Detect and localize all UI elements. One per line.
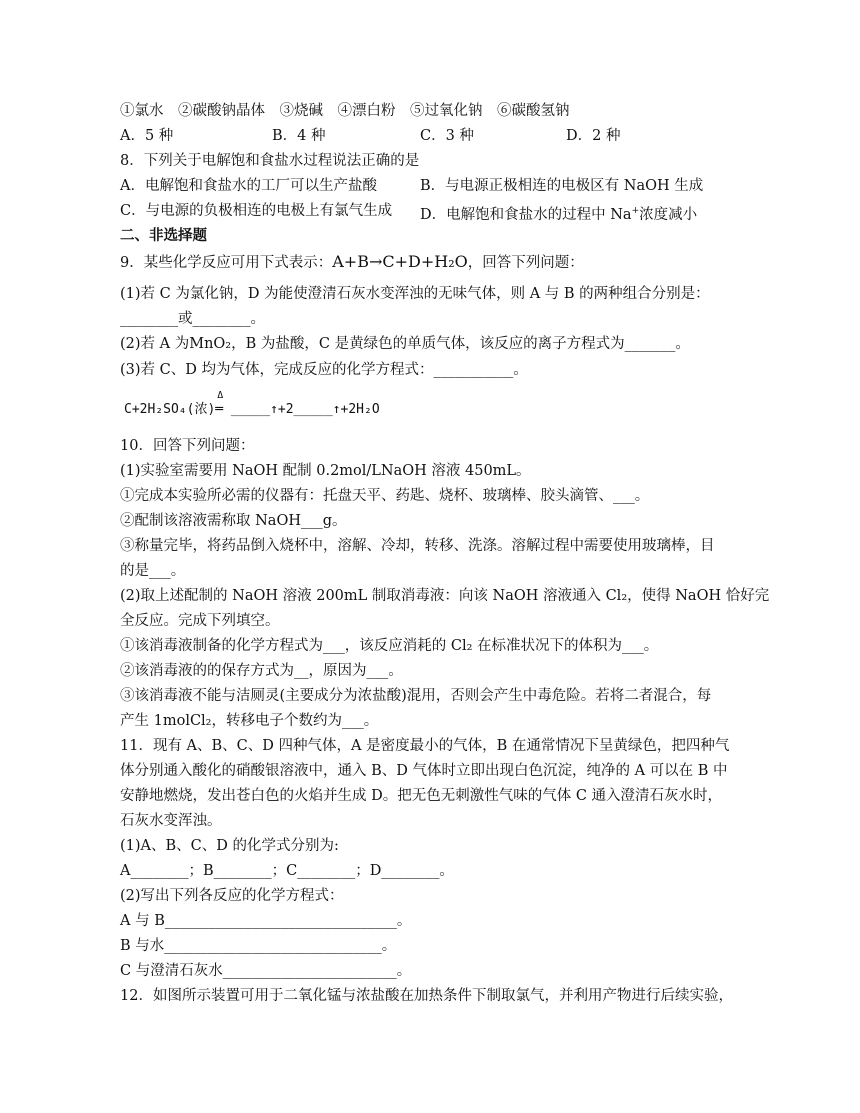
q9-part3: (3)若 C、D 均为气体，完成反应的化学方程式：___________。 (120, 362, 528, 378)
q10-part2: (2)取上述配制的 NaOH 溶液 200mL 制取消毒液：向该 NaOH 溶液通入 Cl₂，使得 NaOH 恰好完 (120, 588, 770, 604)
q10-part1-c2: 的是___。 (120, 563, 186, 579)
q9-part1-blanks: ________或________。 (120, 311, 265, 327)
q11-stem-4: 石灰水变浑浊。 (120, 813, 222, 829)
q9-formula-left: C+2H₂SO₄(浓) (124, 402, 216, 417)
q11-part2-b: B 与水______________________________。 (120, 938, 397, 954)
q9-formula-delta: Δ (217, 390, 224, 401)
q9-stem-tail: ，回答下列问题： (467, 255, 584, 271)
q8-option-d-text: D．电解饱和食盐水的过程中 Na (420, 206, 632, 223)
q7-option-d: D．2 种 (566, 128, 621, 144)
q8-option-d-sup: + (631, 206, 640, 216)
q10-part1-b: ②配制该溶液需称取 NaOH___g。 (120, 513, 347, 529)
q11-stem-3: 安静地燃烧，发出苍白色的火焰并生成 D。把无色无刺激性气味的气体 C 通入澄清石灰水时， (120, 788, 723, 804)
q10-part2-b: 全反应。完成下列填空。 (120, 613, 280, 629)
q11-part1-a: A________；B________；C________；D________。 (120, 863, 454, 879)
q12-stem: 12．如图所示装置可用于二氧化锰与浓盐酸在加热条件下制取氯气，并利用产物进行后续实验， (120, 988, 733, 1004)
q9-stem (120, 252, 584, 273)
q9-part1: (1)若 C 为氯化钠，D 为能使澄清石灰水变浑浊的无味气体，则 A 与 B 的两种组合分别是： (120, 286, 710, 302)
q9-equation: A+B→C+D+H₂O (332, 252, 468, 271)
q8-option-d-tail: 浓度减小 (639, 206, 698, 223)
q11-part2-c: C 与澄清石灰水________________________。 (120, 963, 412, 979)
q11-stem-2: 体分别通入酸化的硝酸银溶液中，通入 B、D 气体时立即出现白色沉淀，纯净的 A 可以在 B 中 (120, 763, 728, 779)
q11-part1: (1)A、B、C、D 的化学式分别为: (120, 838, 339, 854)
q8-option-d (420, 201, 697, 225)
q7-option-b: B．4 种 (272, 128, 326, 144)
q10-part1: (1)实验室需要用 NaOH 配制 0.2mol/LNaOH 溶液 450mL。 (120, 463, 531, 479)
q10-part1-c: ③称量完毕，将药品倒入烧杯中，溶解、冷却，转移、洗涤。溶解过程中需要使用玻璃棒，目 (120, 538, 715, 554)
q10-part2-d: ③该消毒液不能与洁厕灵(主要成分为浓盐酸)混用，否则会产生中毒危险。若将二者混合，每 (120, 688, 712, 704)
q11-part2: (2)写出下列各反应的化学方程式： (120, 888, 344, 904)
q10-stem: 10．回答下列问题： (120, 438, 255, 454)
q10-part2-a: ①该消毒液制备的化学方程式为___，该反应消耗的 Cl₂ 在标准状况下的体积为___。 (120, 638, 659, 654)
q9-mno2: MnO₂ (189, 336, 232, 352)
q7-items: ①氯水 ②碳酸钠晶体 ③烧碱 ④漂白粉 ⑤过氧化钠 ⑥碳酸氢钠 (120, 103, 570, 119)
q9-part2-text: (2)若 A 为 (120, 336, 190, 352)
q9-formula (124, 390, 380, 417)
q10-part2-c: ②该消毒液的的保存方式为__，原因为___。 (120, 663, 403, 679)
q8-option-b: B．与电源正极相连的电极区有 NaOH 生成 (420, 178, 704, 194)
q9-formula-right: ═ _____↑+2_____↑+2H₂O (215, 402, 380, 417)
q8-option-a: A．电解饱和食盐水的工厂可以生产盐酸 (120, 178, 377, 194)
q11-part2-a: A 与 B________________________________。 (120, 913, 412, 929)
q10-part2-d2: 产生 1molCl₂，转移电子个数约为___。 (120, 713, 379, 729)
q11-stem-1: 11．现有 A、B、C、D 四种气体，A 是密度最小的气体，B 在通常情况下呈黄绿色，把四种气 (120, 738, 730, 754)
q8-stem: 8．下列关于电解饱和食盐水过程说法正确的是 (120, 153, 420, 169)
q9-part2-tail: ，B 为盐酸，C 是黄绿色的单质气体，该反应的离子方程式为_______。 (231, 336, 690, 352)
q8-option-c: C．与电源的负极相连的电极上有氯气生成 (120, 203, 393, 219)
q9-stem-text: 9．某些化学反应可用下式表示： (120, 255, 333, 271)
section-heading: 二、非选择题 (120, 227, 207, 244)
q9-part2 (120, 334, 690, 354)
q10-part1-a: ①完成本实验所必需的仪器有：托盘天平、药匙、烧杯、玻璃棒、胶头滴管、___。 (120, 488, 650, 504)
q7-option-a: A．5 种 (120, 128, 174, 144)
q7-option-c: C．3 种 (420, 128, 474, 144)
